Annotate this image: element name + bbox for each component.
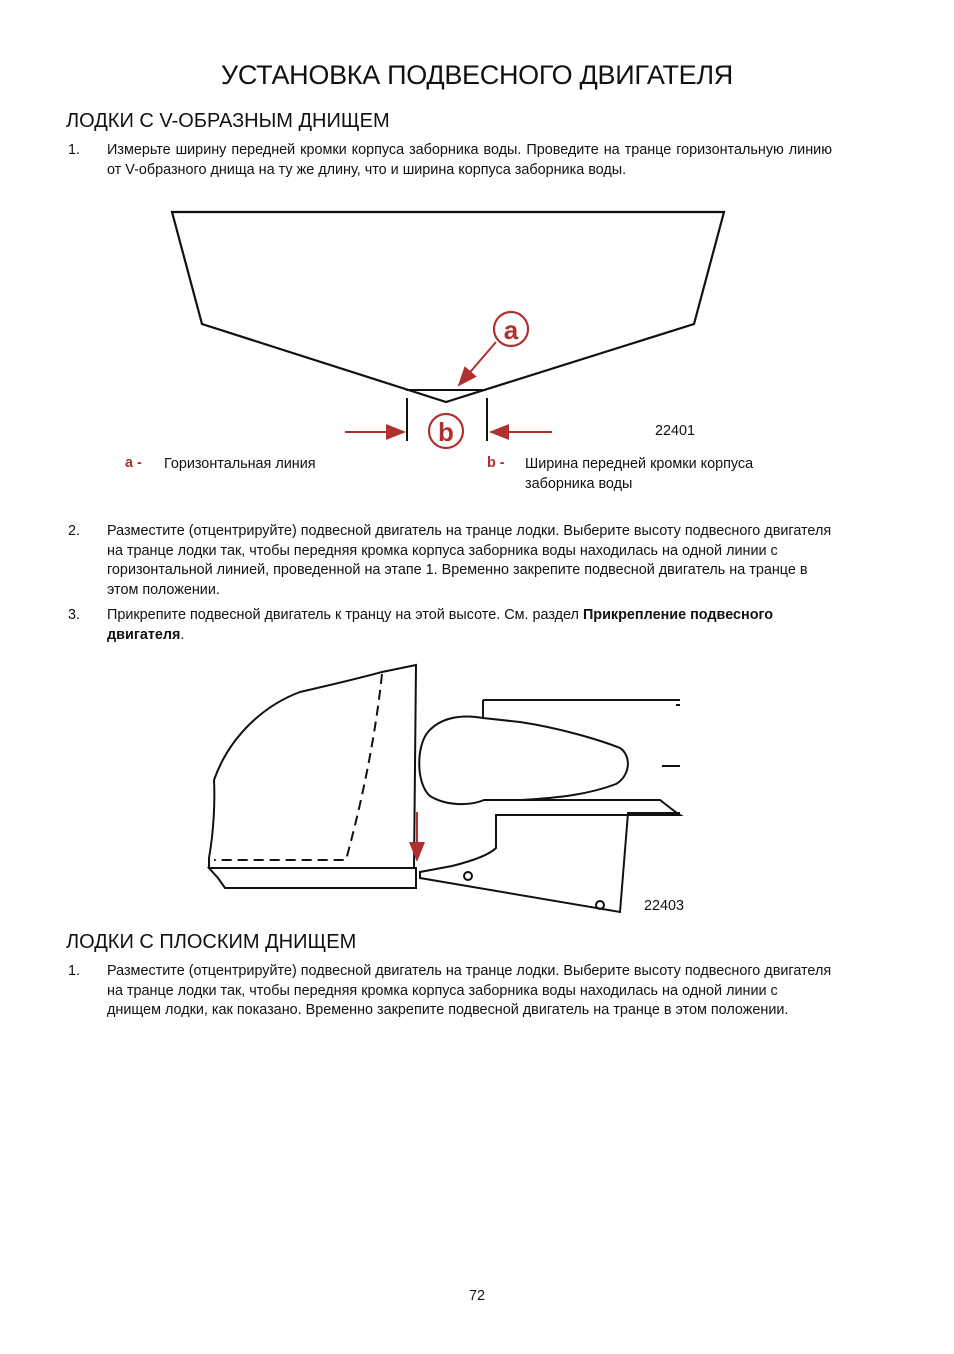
step-text: Прикрепите подвесной двигатель к транцу на этой высоте. См. раздел Прикрепление подвесного двигателя. (107, 607, 774, 643)
transom-outline (172, 212, 724, 402)
drive-body (483, 700, 680, 800)
hull-bottom (209, 868, 416, 888)
step-number: 1. (68, 142, 81, 158)
legend-b-key: b - (487, 455, 505, 471)
step-1-flat (68, 962, 832, 1021)
callout-b-label: b (438, 417, 454, 447)
step-3-v (68, 606, 832, 645)
cross-reference-link[interactable]: Прикрепление подвесного двигателя (107, 607, 774, 643)
section-heading-v-hull: ЛОДКИ С V-ОБРАЗНЫМ ДНИЩЕМ (66, 110, 390, 132)
callout-a-label: a (503, 315, 519, 345)
step-text: Измерьте ширину передней кромки корпуса заборника воды. Проведите на транце горизонтальную линию от V-образного днища на ту же длину, что и ширина корпуса заборника воды. (107, 142, 832, 178)
page-number: 72 (468, 1288, 485, 1304)
step-number: 3. (68, 607, 81, 623)
step-number: 1. (68, 963, 81, 979)
figure-outboard-side-view (209, 665, 680, 912)
transom-inner-dashed (214, 674, 382, 860)
step-number: 2. (68, 523, 81, 539)
callout-a-leader (459, 342, 496, 385)
figure-number: 22401 (655, 423, 696, 439)
transom-body (209, 665, 416, 868)
page-title: УСТАНОВКА ПОДВЕСНОГО ДВИГАТЕЛЯ (221, 60, 733, 90)
legend-b-text: Ширина передней кромки корпуса заборника воды (525, 456, 754, 492)
step-text: Разместите (отцентрируйте) подвесной двигатель на транце лодки. Выберите высоту подвесного двигателя на транце лодки так, чтобы передняя кромка корпуса заборника воды находилась на одной линии с днищем лодки, как показано. Временно закрепите подвесной двигатель на транце в этом положении. (107, 963, 832, 1018)
figure-number: 22403 (644, 898, 685, 914)
section-heading-flat-hull: ЛОДКИ С ПЛОСКИМ ДНИЩЕМ (66, 931, 357, 953)
legend-a-text: Горизонтальная линия (164, 456, 316, 472)
step-text: Разместите (отцентрируйте) подвесной двигатель на транце лодки. Выберите высоту подвесного двигателя на транце лодки так, чтобы передняя кромка корпуса заборника воды находилась на одной линии с горизонтальной линией, проведенной на этапе 1. Временно закрепите подвесной двигатель на транце в этом положении. (107, 523, 832, 598)
step-2-v (68, 522, 832, 600)
legend-a-key: a - (125, 455, 142, 471)
cavitation-plate (419, 700, 680, 912)
